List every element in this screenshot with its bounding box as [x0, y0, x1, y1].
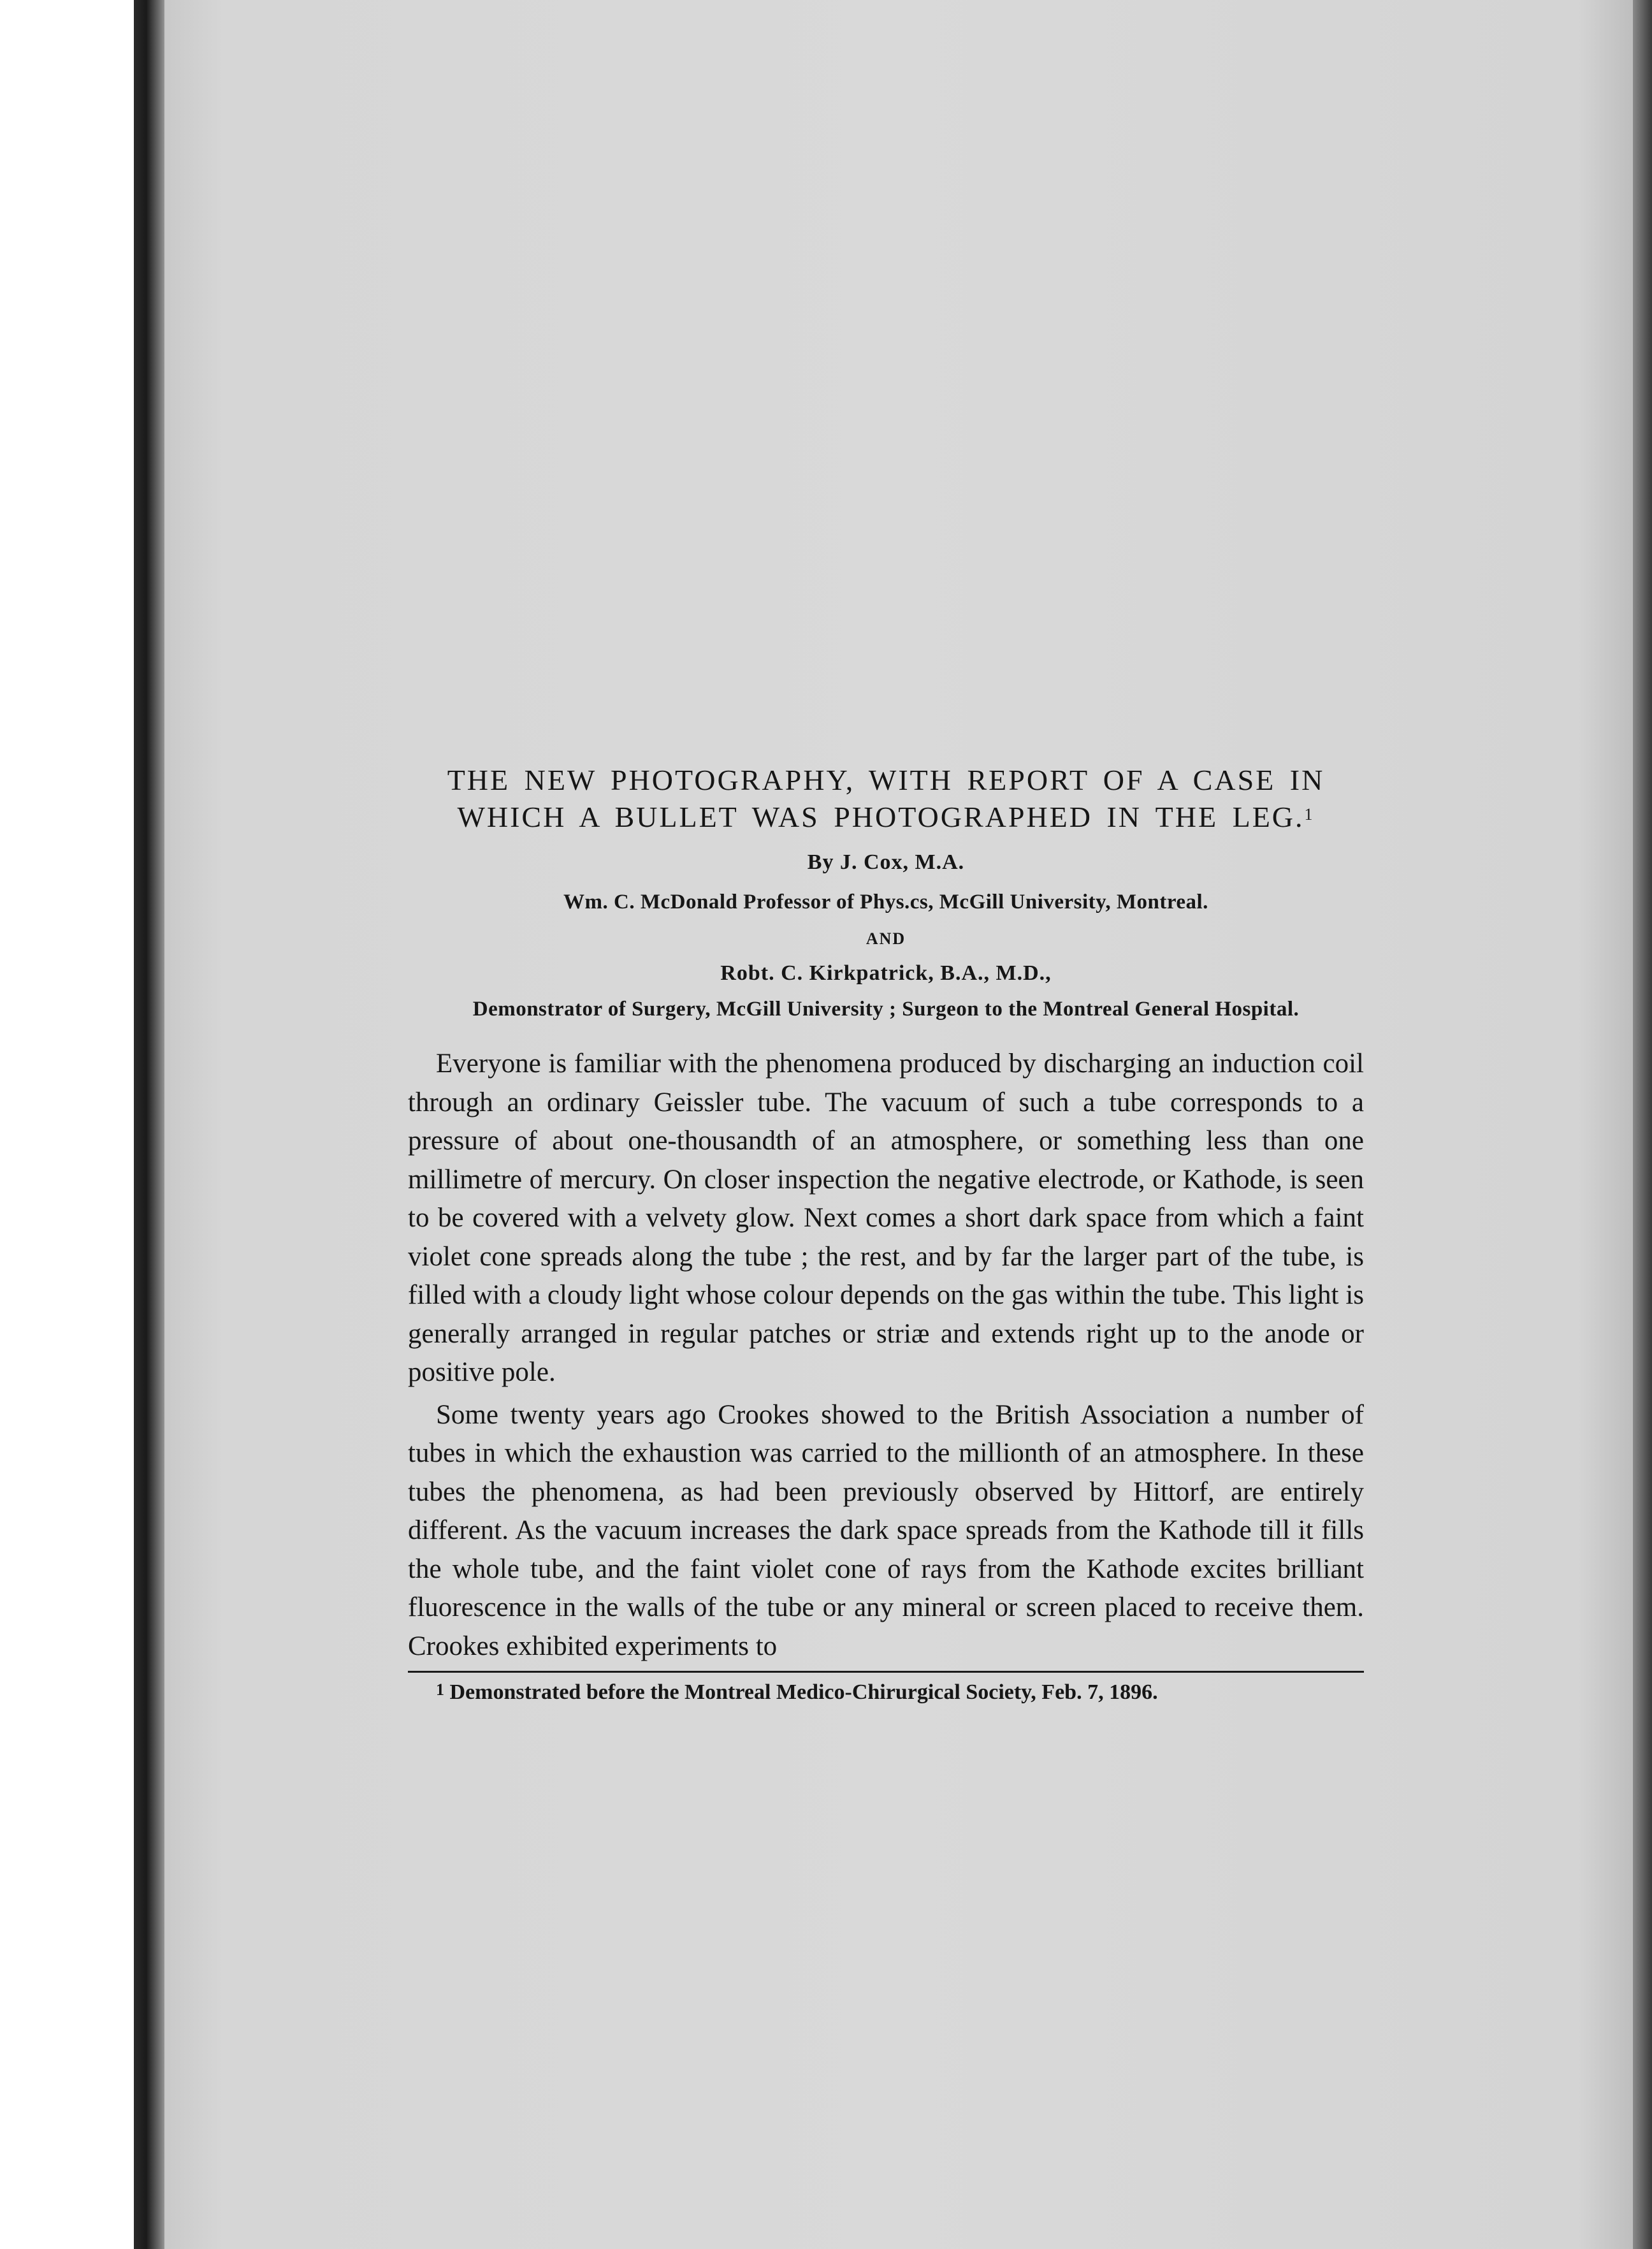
body-paragraph-1: Everyone is familiar with the phenomena produced by discharging an induction coil through an ordinary Geissler tube. The vacuum of such a tube corresponds to a pressure of about one-thousandth of an atmosphere, or something less than one millimetre of mercury. On closer inspection the negative electrode, or Kathode, is seen to be covered with a velvety glow. Next comes a short dark space from which a faint violet cone spreads along the tube ; the rest, and by far the larger part of the tube, is filled with a cloudy light whose colour depends on the gas within the tube. This light is generally arranged in regular patches or striæ and extends right up to the anode or positive pole.	[408, 1049, 1364, 1387]
article	[408, 762, 1364, 1707]
author-1-name: By J. Cox, M.A.	[807, 850, 965, 874]
author-1-affiliation: Wm. C. McDonald Professor of Phys.cs, McGill University, Montreal.	[563, 891, 1208, 913]
footnote-marker: 1	[436, 1680, 444, 1699]
article-body	[408, 1045, 1364, 1666]
article-title	[408, 762, 1364, 836]
title-footnote-marker: 1	[1304, 805, 1315, 824]
footnote	[408, 1678, 1364, 1707]
footnote-text: Demonstrated before the Montreal Medico-Chirurgical Society, Feb. 7, 1896.	[449, 1680, 1158, 1704]
footnote-divider	[408, 1671, 1364, 1673]
author-2-name: Robt. C. Kirkpatrick, B.A., M.D.,	[720, 961, 1052, 985]
body-paragraph-2: Some twenty years ago Crookes showed to the British Association a number of tubes in which the exhaustion was carried to the millionth of an atmosphere. In these tubes the phenomena, as had been previously observed by Hittorf, are entirely different. As the vacuum increases the dark space spreads from the Kathode till it fills the whole tube, and the faint violet cone of rays from the Kathode excites brilliant fluorescence in the walls of the tube or any mineral or screen placed to receive them. Crookes exhibited experiments to	[408, 1399, 1364, 1661]
author-conjunction: AND	[866, 929, 906, 948]
author-2-affiliation: Demonstrator of Surgery, McGill University ; Surgeon to the Montreal General Hospital.	[472, 998, 1300, 1021]
page-right-edge-shadow	[1633, 0, 1652, 2249]
left-page-margin	[0, 0, 139, 2249]
article-title-text: THE NEW PHOTOGRAPHY, WITH REPORT OF A CASE IN WHICH A BULLET WAS PHOTOGRAPHED IN THE LEG.	[447, 764, 1325, 833]
